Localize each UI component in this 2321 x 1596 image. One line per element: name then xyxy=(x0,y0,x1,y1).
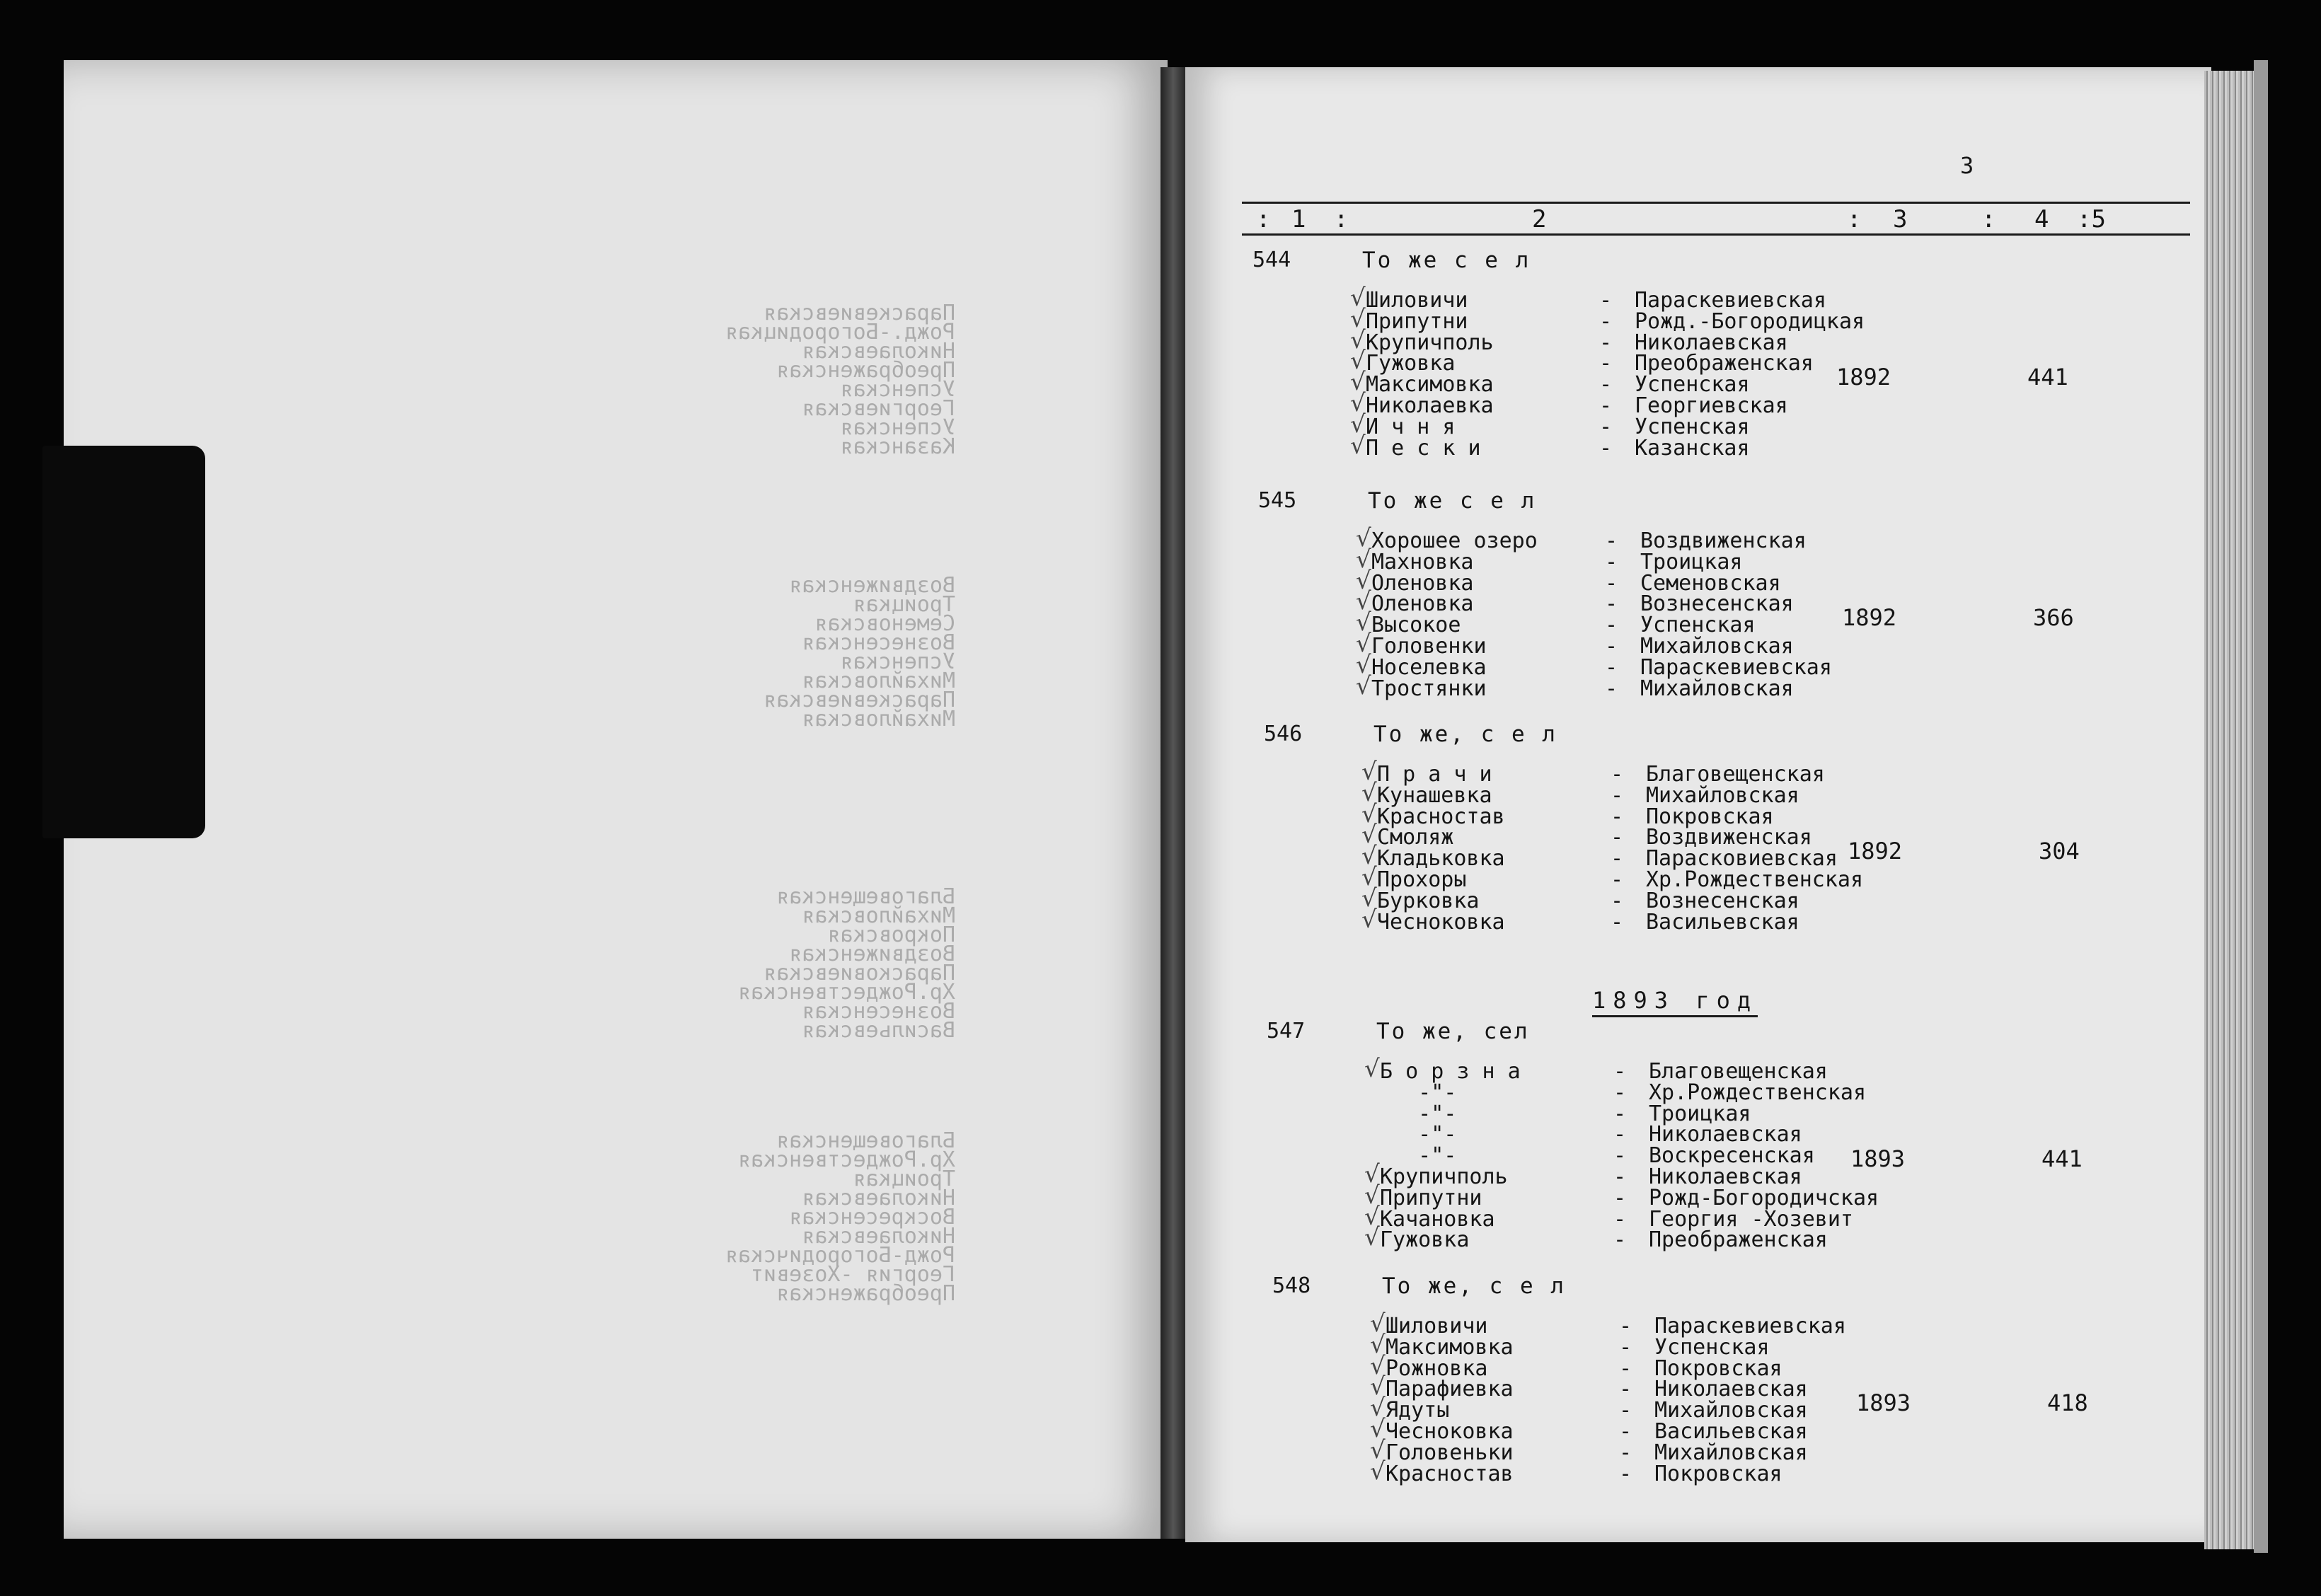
village-name: Б о р з н а xyxy=(1380,1059,1521,1084)
village-name: П е с к и xyxy=(1366,435,1481,461)
check-mark-icon: √ xyxy=(1361,821,1377,850)
bleed-through-line: Георгия -Хозевит xyxy=(751,1262,955,1287)
table-header-rule-bottom xyxy=(1242,233,2190,236)
village-name: Кунашевка xyxy=(1377,782,1492,808)
entry-number: 548 xyxy=(1272,1273,1311,1298)
check-mark-icon: √ xyxy=(1350,325,1366,354)
separator-dash: - xyxy=(1613,1164,1627,1189)
check-mark-icon: √ xyxy=(1361,842,1377,871)
church-name: Рожд-Богородичская xyxy=(1649,1185,1879,1210)
separator-dash: - xyxy=(1613,1143,1627,1169)
church-name: Николаевская xyxy=(1649,1164,1802,1189)
church-name: Параскевиевская xyxy=(1635,288,1826,313)
village-row xyxy=(1361,884,1943,913)
check-mark-icon: √ xyxy=(1356,524,1371,553)
separator-dash: - xyxy=(1605,613,1618,638)
separator-dash: - xyxy=(1619,1419,1632,1444)
village-row xyxy=(1361,778,1943,808)
entry-year: 1892 xyxy=(1836,364,1891,391)
bleed-through-line: Парасковиевская xyxy=(764,961,955,985)
separator-dash: - xyxy=(1619,1334,1632,1360)
church-name: Васильевская xyxy=(1646,909,1799,935)
village-row xyxy=(1356,630,1937,659)
village-row xyxy=(1361,799,1943,829)
separator-dash: - xyxy=(1613,1206,1627,1232)
separator-dash: - xyxy=(1613,1059,1627,1084)
bleed-through-line: Воскресенская xyxy=(789,1205,955,1230)
village-name: Оленовка xyxy=(1371,591,1474,617)
entry-heading: То же, с е л xyxy=(1382,1273,1566,1299)
separator-dash: - xyxy=(1599,351,1613,376)
column-header-4: 4 xyxy=(2034,205,2049,233)
village-row xyxy=(1370,1351,1952,1381)
separator-dash: - xyxy=(1599,414,1613,439)
separator-dash: - xyxy=(1605,528,1618,553)
check-mark-icon: √ xyxy=(1370,1435,1386,1464)
separator-dash: - xyxy=(1611,846,1624,872)
village-name: Тростянки xyxy=(1371,676,1487,701)
village-row xyxy=(1364,1181,1946,1210)
bleed-through-line: Троицкая xyxy=(853,1167,955,1191)
church-name: Хр.Рождественская xyxy=(1649,1080,1867,1105)
village-row xyxy=(1370,1309,1952,1338)
separator-dash: - xyxy=(1611,762,1624,787)
column-header-1: 1 xyxy=(1291,205,1306,233)
church-name: Покровская xyxy=(1654,1461,1782,1486)
bleed-through-line: Благовещенская xyxy=(776,884,955,909)
separator-dash: - xyxy=(1611,867,1624,892)
church-name: Покровская xyxy=(1646,804,1774,829)
village-name: Шиловичи xyxy=(1366,288,1468,313)
church-name: Параскевиевская xyxy=(1640,654,1832,680)
entry-count: 441 xyxy=(2027,364,2068,391)
check-mark-icon: √ xyxy=(1370,1309,1386,1338)
village-name: -"- xyxy=(1380,1122,1457,1147)
separator-dash: - xyxy=(1619,1398,1632,1423)
check-mark-icon: √ xyxy=(1356,608,1371,637)
check-mark-icon: √ xyxy=(1350,284,1366,312)
church-name: Троицкая xyxy=(1649,1101,1751,1126)
village-row xyxy=(1350,410,1932,439)
bleed-through-line: Успенская xyxy=(840,415,955,440)
bleed-through-line: Преображенская xyxy=(776,358,955,383)
separator-dash: - xyxy=(1613,1122,1627,1147)
separator-dash: - xyxy=(1599,435,1613,461)
check-mark-icon: √ xyxy=(1364,1160,1380,1189)
bleed-through-line: Воздвиженская xyxy=(789,942,955,966)
village-name: Красностав xyxy=(1386,1461,1514,1486)
village-row xyxy=(1380,1101,1946,1126)
separator-dash: - xyxy=(1619,1440,1632,1465)
separator-dash: - xyxy=(1611,782,1624,808)
village-row xyxy=(1370,1457,1952,1486)
bleed-through-line: Михайловская xyxy=(802,903,955,928)
entry-number: 546 xyxy=(1264,722,1303,746)
church-name: Николаевская xyxy=(1635,330,1788,355)
binding-tab xyxy=(42,446,205,838)
village-name: Красностав xyxy=(1377,804,1505,829)
separator-dash: - xyxy=(1619,1377,1632,1402)
village-row xyxy=(1356,566,1937,596)
village-name: Хорошее озеро xyxy=(1371,528,1538,553)
village-name: И ч н я xyxy=(1366,414,1456,439)
check-mark-icon: √ xyxy=(1356,630,1371,658)
church-name: Воздвиженская xyxy=(1646,825,1812,850)
bleed-through-line: Михайловская xyxy=(802,707,955,732)
entry-count: 418 xyxy=(2047,1389,2088,1417)
entry-number: 545 xyxy=(1258,488,1297,513)
village-name: Чесноковка xyxy=(1386,1419,1514,1444)
village-row xyxy=(1356,545,1937,574)
church-name: Воздвиженская xyxy=(1640,528,1807,553)
village-name: Гужовка xyxy=(1366,351,1456,376)
village-row xyxy=(1356,650,1937,680)
bleed-through-line: Николаевская xyxy=(802,1186,955,1210)
separator-dash: - xyxy=(1611,909,1624,935)
village-name: Бурковка xyxy=(1377,888,1480,913)
church-name: Воскресенская xyxy=(1649,1143,1815,1169)
bleed-through-line: Семеновская xyxy=(814,611,955,636)
village-row xyxy=(1370,1330,1952,1360)
church-name: Парасковиевская xyxy=(1646,846,1838,872)
village-name: Припутни xyxy=(1366,308,1468,334)
column-sep: : xyxy=(1981,205,1996,233)
bleed-through-line: Параскевиевская xyxy=(764,688,955,712)
church-name: Михайловская xyxy=(1646,782,1799,808)
village-name: Ядуты xyxy=(1386,1398,1450,1423)
separator-dash: - xyxy=(1611,888,1624,913)
separator-dash: - xyxy=(1599,372,1613,398)
table-header-rule-top xyxy=(1242,202,2190,204)
separator-dash: - xyxy=(1599,308,1613,334)
check-mark-icon: √ xyxy=(1361,863,1377,891)
entry-count: 304 xyxy=(2039,838,2080,865)
separator-dash: - xyxy=(1611,804,1624,829)
separator-dash: - xyxy=(1619,1461,1632,1486)
village-name: Николаевка xyxy=(1366,393,1494,418)
separator-dash: - xyxy=(1605,570,1618,596)
village-row xyxy=(1361,758,1943,787)
village-name: Гужовка xyxy=(1380,1227,1470,1253)
check-mark-icon: √ xyxy=(1361,758,1377,786)
village-name: -"- xyxy=(1380,1080,1457,1105)
village-name: Максимовка xyxy=(1386,1334,1514,1360)
church-name: Рожд.-Богородицкая xyxy=(1635,308,1865,334)
church-name: Преображенская xyxy=(1649,1227,1828,1253)
village-name: Парафиевка xyxy=(1386,1377,1514,1402)
church-name: Благовещенская xyxy=(1649,1059,1828,1084)
church-name: Семеновская xyxy=(1640,570,1781,596)
church-name: Вознесенская xyxy=(1640,591,1794,617)
separator-dash: - xyxy=(1613,1080,1627,1105)
bleed-through-line: Васильевская xyxy=(802,1018,955,1043)
village-name: Головенки xyxy=(1371,634,1487,659)
bleed-through-line: Троицкая xyxy=(853,592,955,617)
check-mark-icon: √ xyxy=(1364,1055,1380,1083)
village-name: Оленовка xyxy=(1371,570,1474,596)
right-page xyxy=(1185,67,2211,1542)
bleed-through-line: Николаевская xyxy=(802,1224,955,1249)
bleed-through-line: Николаевская xyxy=(802,339,955,364)
church-name: Успенская xyxy=(1640,613,1756,638)
church-name: Михайловская xyxy=(1654,1398,1808,1423)
church-name: Параскевиевская xyxy=(1654,1314,1846,1338)
bleed-through-line: Рожд-Богородичская xyxy=(725,1243,955,1268)
column-header-5: :5 xyxy=(2077,205,2106,233)
village-row xyxy=(1356,524,1937,553)
bleed-through-line: Преображенская xyxy=(776,1281,955,1306)
separator-dash: - xyxy=(1605,549,1618,574)
check-mark-icon: √ xyxy=(1356,545,1371,574)
village-row xyxy=(1350,389,1932,418)
entry-number: 547 xyxy=(1267,1019,1306,1043)
church-name: Васильевская xyxy=(1654,1419,1808,1444)
bleed-through-line: Рожд.-Богородицкая xyxy=(725,320,955,345)
bleed-through-line: Воздвиженская xyxy=(789,573,955,598)
column-sep: : xyxy=(1256,205,1271,233)
separator-dash: - xyxy=(1605,634,1618,659)
village-name: -"- xyxy=(1380,1101,1457,1126)
book-gutter xyxy=(1160,67,1189,1539)
village-row xyxy=(1364,1202,1946,1232)
village-row xyxy=(1364,1055,1946,1084)
entry-heading: То же, сел xyxy=(1376,1019,1530,1044)
check-mark-icon: √ xyxy=(1361,799,1377,828)
check-mark-icon: √ xyxy=(1370,1372,1386,1401)
check-mark-icon: √ xyxy=(1370,1330,1386,1359)
village-row xyxy=(1364,1223,1946,1253)
entry-heading: То же с е л xyxy=(1368,488,1537,514)
separator-dash: - xyxy=(1613,1227,1627,1253)
village-name: Качановка xyxy=(1380,1206,1495,1232)
village-name: Головеньки xyxy=(1386,1440,1514,1465)
separator-dash: - xyxy=(1605,591,1618,617)
village-name: Высокое xyxy=(1371,613,1461,638)
village-name: Кладьковка xyxy=(1377,846,1505,872)
left-page xyxy=(64,60,1168,1539)
entry-year: 1893 xyxy=(1856,1389,1911,1417)
entry-number: 544 xyxy=(1252,248,1291,272)
check-mark-icon: √ xyxy=(1350,347,1366,376)
village-name: Носелевка xyxy=(1371,654,1487,680)
entry-year: 1893 xyxy=(1850,1145,1906,1173)
church-name: Вознесенская xyxy=(1646,888,1799,913)
column-sep: : xyxy=(1334,205,1349,233)
village-name: П р а ч и xyxy=(1377,762,1492,787)
column-sep: : xyxy=(1847,205,1862,233)
village-name: -"- xyxy=(1380,1143,1457,1169)
village-name: Крупичполь xyxy=(1380,1164,1508,1189)
separator-dash: - xyxy=(1619,1355,1632,1381)
check-mark-icon: √ xyxy=(1370,1457,1386,1486)
check-mark-icon: √ xyxy=(1361,905,1377,934)
column-header-2: 2 xyxy=(1532,205,1547,233)
village-row xyxy=(1356,671,1937,701)
check-mark-icon: √ xyxy=(1350,304,1366,333)
separator-dash: - xyxy=(1599,330,1613,355)
church-name: Успенская xyxy=(1635,372,1750,398)
check-mark-icon: √ xyxy=(1356,566,1371,595)
entry-year: 1892 xyxy=(1848,838,1903,865)
village-name: Чесноковка xyxy=(1377,909,1505,935)
church-name: Успенская xyxy=(1654,1334,1770,1360)
entry-count: 441 xyxy=(2041,1145,2083,1173)
check-mark-icon: √ xyxy=(1350,389,1366,417)
village-row xyxy=(1350,284,1932,313)
village-name: Смоляж xyxy=(1377,825,1454,850)
bleed-through-line: Вознесенская xyxy=(802,630,955,655)
village-row xyxy=(1380,1082,1946,1104)
check-mark-icon: √ xyxy=(1350,368,1366,397)
check-mark-icon: √ xyxy=(1364,1202,1380,1231)
check-mark-icon: √ xyxy=(1364,1181,1380,1210)
entry-heading: То же, с е л xyxy=(1373,722,1557,747)
village-row xyxy=(1361,905,1943,935)
bleed-through-line: Хр.Рождественская xyxy=(737,980,955,1005)
village-name: Шиловичи xyxy=(1386,1314,1488,1338)
village-row xyxy=(1370,1435,1952,1465)
year-heading: 1893 год xyxy=(1592,987,1758,1017)
separator-dash: - xyxy=(1599,393,1613,418)
church-name: Николаевская xyxy=(1654,1377,1808,1402)
check-mark-icon: √ xyxy=(1364,1223,1380,1252)
check-mark-icon: √ xyxy=(1361,778,1377,807)
church-name: Михайловская xyxy=(1640,676,1794,701)
column-header-3: 3 xyxy=(1893,205,1908,233)
separator-dash: - xyxy=(1613,1101,1627,1126)
village-row xyxy=(1370,1415,1952,1444)
church-name: Благовещенская xyxy=(1646,762,1825,787)
village-name: Припутни xyxy=(1380,1185,1482,1210)
separator-dash: - xyxy=(1605,676,1618,701)
bleed-through-line: Казанская xyxy=(840,434,955,459)
church-name: Успенская xyxy=(1635,414,1750,439)
church-name: Покровская xyxy=(1654,1355,1782,1381)
church-name: Николаевская xyxy=(1649,1122,1802,1147)
check-mark-icon: √ xyxy=(1361,884,1377,913)
village-row xyxy=(1350,431,1932,461)
page-edges xyxy=(2254,60,2268,1553)
bleed-through-line: Вознесенская xyxy=(802,999,955,1024)
entry-year: 1892 xyxy=(1842,604,1897,632)
church-name: Хр.Рождественская xyxy=(1646,867,1864,892)
separator-dash: - xyxy=(1611,825,1624,850)
separator-dash: - xyxy=(1605,654,1618,680)
page-number: 3 xyxy=(1960,152,1974,179)
entry-count: 366 xyxy=(2033,604,2074,632)
check-mark-icon: √ xyxy=(1350,431,1366,460)
village-name: Махновка xyxy=(1371,549,1474,574)
church-name: Троицкая xyxy=(1640,549,1743,574)
check-mark-icon: √ xyxy=(1370,1415,1386,1443)
bleed-through-line: Успенская xyxy=(840,649,955,674)
church-name: Георгиевская xyxy=(1635,393,1788,418)
village-row xyxy=(1350,325,1932,355)
village-name: Крупичполь xyxy=(1366,330,1494,355)
bleed-through-line: Михайловская xyxy=(802,669,955,693)
village-name: Прохоры xyxy=(1377,867,1467,892)
bleed-through-line: Георгиевская xyxy=(802,396,955,421)
church-name: Казанская xyxy=(1635,435,1750,461)
bleed-through-line: Параскевиевская xyxy=(764,301,955,325)
check-mark-icon: √ xyxy=(1350,410,1366,439)
church-name: Михайловская xyxy=(1654,1440,1808,1465)
check-mark-icon: √ xyxy=(1356,587,1371,616)
separator-dash: - xyxy=(1599,288,1613,313)
bleed-through-text xyxy=(64,60,1168,1539)
bleed-through-line: Успенская xyxy=(840,377,955,402)
separator-dash: - xyxy=(1613,1185,1627,1210)
village-row xyxy=(1361,863,1943,892)
check-mark-icon: √ xyxy=(1370,1351,1386,1380)
church-name: Михайловская xyxy=(1640,634,1794,659)
village-name: Максимовка xyxy=(1366,372,1494,398)
church-name: Преображенская xyxy=(1635,351,1814,376)
village-name: Рожновка xyxy=(1386,1355,1488,1381)
check-mark-icon: √ xyxy=(1356,650,1371,679)
entry-heading: То же с е л xyxy=(1362,248,1531,273)
village-row xyxy=(1380,1124,1946,1145)
bleed-through-line: Хр.Рождественская xyxy=(737,1147,955,1172)
check-mark-icon: √ xyxy=(1356,671,1371,700)
page-edges xyxy=(2204,71,2257,1549)
check-mark-icon: √ xyxy=(1370,1394,1386,1423)
church-name: Георгия -Хозевит xyxy=(1649,1206,1853,1232)
bleed-through-line: Благовещенская xyxy=(776,1128,955,1153)
separator-dash: - xyxy=(1619,1314,1632,1338)
village-row xyxy=(1350,304,1932,334)
bleed-through-line: Покровская xyxy=(827,923,955,947)
